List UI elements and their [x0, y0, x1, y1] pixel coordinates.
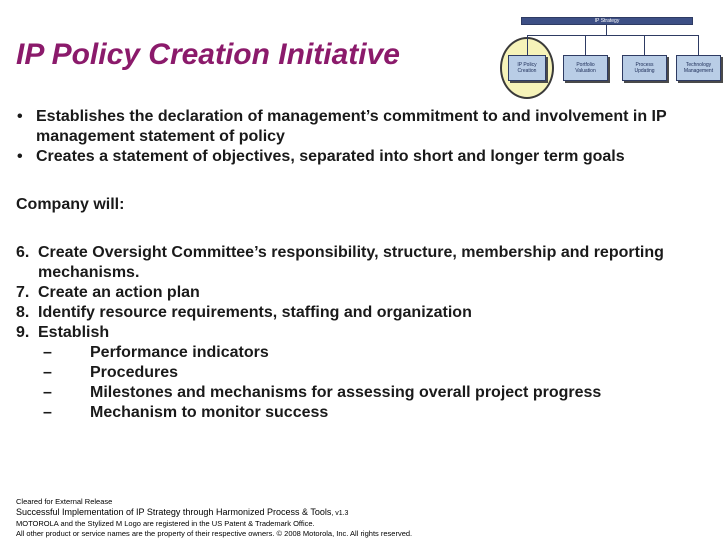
footer-version: , v1.3 — [331, 510, 349, 517]
item-number: 6. — [16, 244, 30, 261]
item-text: Create an action plan — [38, 284, 200, 301]
org-chart-root: IP Strategy — [521, 17, 693, 25]
sub-item-text: Milestones and mechanisms for assessing overall project progress — [90, 384, 602, 401]
item-text: Create Oversight Committee’s responsibility, structure, membership and reporting mechanisms. — [38, 244, 664, 281]
bullet-marker: • — [17, 148, 23, 165]
dash-marker: – — [43, 384, 52, 401]
footer-presentation-title: Successful Implementation of IP Strategy through Harmonized Process & Tools — [16, 507, 332, 517]
org-chart-node-portfolio-valuation: Portfolio Valuation — [563, 55, 608, 81]
slide-body — [16, 107, 721, 423]
dash-marker: – — [43, 344, 52, 361]
sub-item — [16, 403, 721, 423]
slide-title: IP Policy Creation Initiative — [16, 38, 400, 71]
dash-marker: – — [43, 404, 52, 421]
slide-footer — [16, 497, 412, 539]
org-chart-node-technology-management: Technology Management — [676, 55, 721, 81]
item-number: 9. — [16, 324, 30, 341]
footer-copyright: All other product or service names are the property of their respective owners. © 2008 Motorola, Inc. All rights reserved. — [16, 529, 413, 538]
bullet-item — [16, 107, 721, 147]
org-chart-node-process-updating: Process Updating — [622, 55, 667, 81]
bullet-text: Creates a statement of objectives, separated into short and longer term goals — [36, 148, 625, 165]
numbered-item — [16, 243, 721, 283]
item-text: Identify resource requirements, staffing and organization — [38, 304, 472, 321]
sub-item — [16, 343, 721, 363]
sub-item-text: Procedures — [90, 364, 179, 381]
item-number: 7. — [16, 284, 30, 301]
bullet-marker: • — [17, 108, 23, 125]
bullet-text: Establishes the declaration of management’s commitment to and involvement in IP management statement of policy — [36, 108, 667, 145]
numbered-item — [16, 283, 721, 303]
item-text: Establish — [38, 324, 110, 341]
dash-marker: – — [43, 364, 52, 381]
org-chart-node-ip-policy-creation: IP Policy Creation — [508, 55, 546, 81]
sub-item-text: Mechanism to monitor success — [90, 404, 329, 421]
sub-item — [16, 383, 721, 403]
sub-item — [16, 363, 721, 383]
bullet-item — [16, 147, 721, 167]
footer-release-note: Cleared for External Release — [16, 497, 113, 506]
org-chart — [0, 0, 728, 110]
numbered-item — [16, 303, 721, 323]
sub-item-text: Performance indicators — [90, 344, 269, 361]
numbered-item — [16, 323, 721, 343]
company-heading: Company will: — [16, 196, 125, 213]
footer-trademark-note: MOTOROLA and the Stylized M Logo are registered in the US Patent & Trademark Office. — [16, 519, 315, 528]
item-number: 8. — [16, 304, 30, 321]
